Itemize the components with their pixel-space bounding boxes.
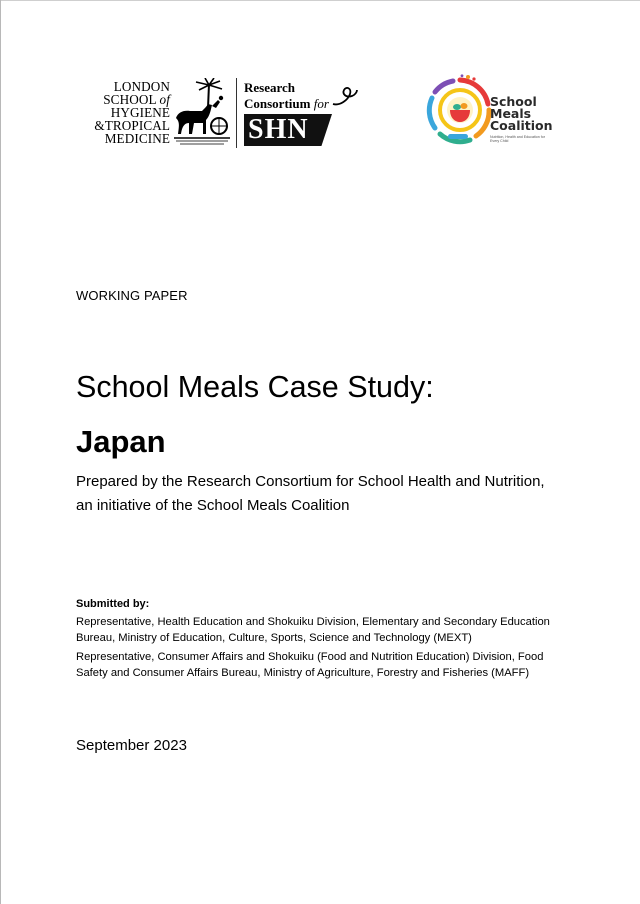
prepared-by-text: Prepared by the Research Consortium for School Health and Nutrition, an initiative of the School Meals Coalition [76, 473, 545, 514]
submitted-by-label: Submitted by: [76, 598, 150, 610]
smc-tagline: Nutrition, Health and Education for Every Child [490, 135, 545, 144]
smc-plate-icon [424, 74, 496, 150]
page-edge-left [0, 0, 1, 904]
lshtm-line: SCHOOL of [103, 92, 170, 107]
smc-title-line: School [490, 94, 537, 109]
lshtm-line: MEDICINE [104, 131, 170, 146]
document-type-label: WORKING PAPER [76, 288, 188, 303]
rc-line2: Consortium for [244, 96, 329, 111]
lshtm-line: &TROPICAL [94, 118, 170, 133]
publication-date: September 2023 [76, 737, 187, 754]
page-title: School Meals Case Study: [76, 370, 434, 404]
shn-acronym: SHN [248, 114, 309, 145]
school-meals-coalition-logo [424, 74, 574, 154]
lshtm-logo [88, 78, 248, 150]
logo-divider [236, 78, 237, 148]
lshtm-line: LONDON [113, 79, 170, 94]
swoosh-icon [330, 82, 358, 108]
smc-title [490, 96, 553, 132]
page-subtitle: Japan [76, 424, 166, 459]
lshtm-crest-icon [172, 78, 232, 148]
rc-line1: Research [244, 80, 296, 95]
submitter-entry: Representative, Health Education and Shokuiku Division, Elementary and Secondary Education Bureau, Ministry of Education, Culture, Sports, Science and Technology (MEXT) [76, 616, 550, 644]
smc-title-line: Meals [490, 106, 532, 121]
lshtm-line: HYGIENE [110, 105, 170, 120]
research-consortium-logo [242, 78, 352, 150]
page-edge-top [0, 0, 640, 1]
submitter-entry: Representative, Consumer Affairs and Shokuiku (Food and Nutrition Education) Division, Food Safety and Consumer Affairs Bureau, Ministry of Agriculture, Forestry and Fisheries (MAFF) [76, 651, 544, 679]
lshtm-wordmark [88, 80, 170, 145]
smc-title-line: Coalition [490, 118, 553, 133]
